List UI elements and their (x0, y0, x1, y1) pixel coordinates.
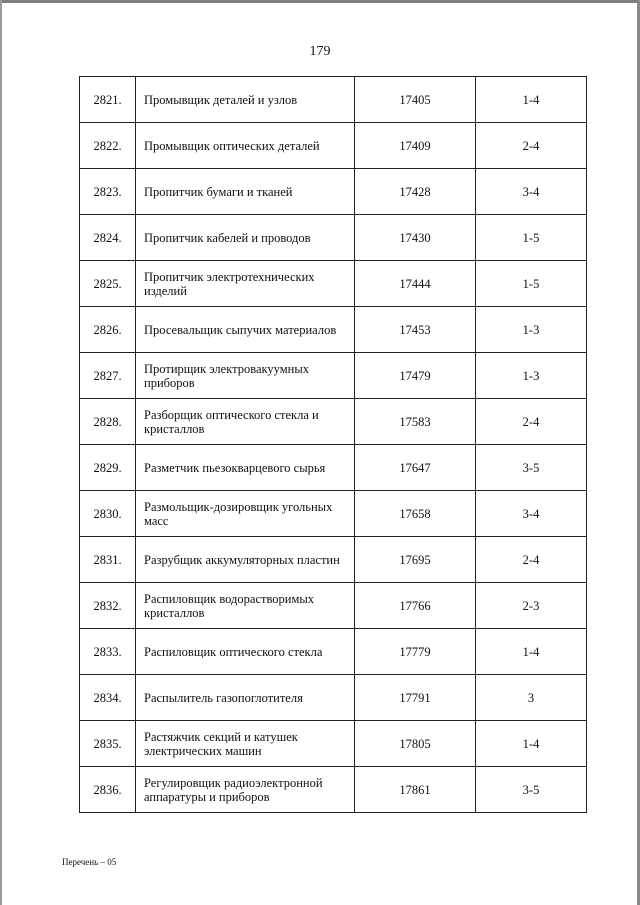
row-number: 2826. (80, 307, 136, 353)
grade-range: 2-3 (476, 583, 587, 629)
row-number: 2823. (80, 169, 136, 215)
profession-name: Промывщик оптических деталей (136, 123, 355, 169)
table-row (80, 353, 587, 399)
profession-code: 17658 (355, 491, 476, 537)
scan-edge-left (0, 0, 2, 905)
profession-code: 17444 (355, 261, 476, 307)
profession-name: Пропитчик кабелей и проводов (136, 215, 355, 261)
grade-range: 1-4 (476, 77, 587, 123)
row-number: 2824. (80, 215, 136, 261)
profession-name: Разборщик оптического стекла и кристаллов (136, 399, 355, 445)
table-row (80, 491, 587, 537)
grade-range: 3-4 (476, 491, 587, 537)
table-row (80, 261, 587, 307)
profession-name: Распылитель газопоглотителя (136, 675, 355, 721)
profession-code: 17409 (355, 123, 476, 169)
table-row (80, 721, 587, 767)
row-number: 2822. (80, 123, 136, 169)
grade-range: 1-4 (476, 721, 587, 767)
profession-code: 17583 (355, 399, 476, 445)
row-number: 2825. (80, 261, 136, 307)
profession-name: Пропитчик бумаги и тканей (136, 169, 355, 215)
profession-name: Распиловщик водорастворимых кристаллов (136, 583, 355, 629)
grade-range: 1-5 (476, 215, 587, 261)
table-row (80, 77, 587, 123)
table-row (80, 169, 587, 215)
row-number: 2831. (80, 537, 136, 583)
profession-name: Регулировщик радиоэлектронной аппаратуры и приборов (136, 767, 355, 813)
profession-code: 17647 (355, 445, 476, 491)
profession-code: 17779 (355, 629, 476, 675)
grade-range: 2-4 (476, 399, 587, 445)
profession-code: 17805 (355, 721, 476, 767)
table-row (80, 629, 587, 675)
profession-name: Пропитчик электротехнических изделий (136, 261, 355, 307)
row-number: 2836. (80, 767, 136, 813)
table-row (80, 399, 587, 445)
row-number: 2834. (80, 675, 136, 721)
profession-table (79, 76, 587, 813)
profession-name: Размольщик-дозировщик угольных масс (136, 491, 355, 537)
profession-code: 17453 (355, 307, 476, 353)
table-row (80, 537, 587, 583)
table-row (80, 767, 587, 813)
footer-label: Перечень – 05 (62, 857, 117, 867)
row-number: 2832. (80, 583, 136, 629)
grade-range: 1-5 (476, 261, 587, 307)
grade-range: 1-3 (476, 353, 587, 399)
row-number: 2828. (80, 399, 136, 445)
profession-code: 17766 (355, 583, 476, 629)
row-number: 2833. (80, 629, 136, 675)
profession-code: 17479 (355, 353, 476, 399)
page-number: 179 (309, 44, 331, 59)
table-row (80, 583, 587, 629)
grade-range: 3-5 (476, 445, 587, 491)
table-body (80, 77, 587, 813)
row-number: 2829. (80, 445, 136, 491)
profession-code: 17428 (355, 169, 476, 215)
table-row (80, 445, 587, 491)
profession-name: Разрубщик аккумуляторных пластин (136, 537, 355, 583)
profession-code: 17405 (355, 77, 476, 123)
row-number: 2827. (80, 353, 136, 399)
profession-code: 17791 (355, 675, 476, 721)
grade-range: 3-4 (476, 169, 587, 215)
profession-code: 17861 (355, 767, 476, 813)
profession-name: Протирщик электровакуумных приборов (136, 353, 355, 399)
row-number: 2835. (80, 721, 136, 767)
table-row (80, 307, 587, 353)
grade-range: 2-4 (476, 537, 587, 583)
grade-range: 3-5 (476, 767, 587, 813)
grade-range: 1-4 (476, 629, 587, 675)
profession-name: Распиловщик оптического стекла (136, 629, 355, 675)
scan-edge-top (0, 0, 640, 3)
table-row (80, 675, 587, 721)
grade-range: 2-4 (476, 123, 587, 169)
profession-name: Просевальщик сыпучих материалов (136, 307, 355, 353)
profession-name: Промывщик деталей и узлов (136, 77, 355, 123)
row-number: 2830. (80, 491, 136, 537)
row-number: 2821. (80, 77, 136, 123)
profession-code: 17430 (355, 215, 476, 261)
profession-name: Растяжчик секций и катушек электрических машин (136, 721, 355, 767)
profession-name: Разметчик пьезокварцевого сырья (136, 445, 355, 491)
table-row (80, 215, 587, 261)
profession-code: 17695 (355, 537, 476, 583)
table-row (80, 123, 587, 169)
grade-range: 3 (476, 675, 587, 721)
grade-range: 1-3 (476, 307, 587, 353)
